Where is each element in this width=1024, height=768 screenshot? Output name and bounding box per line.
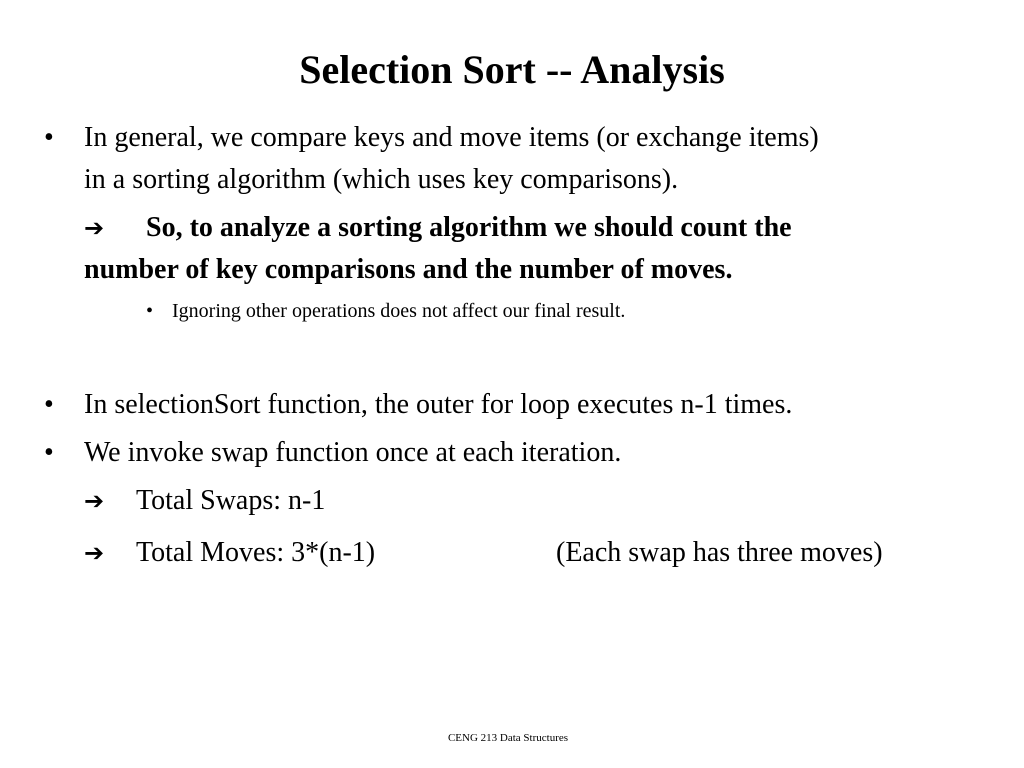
bullet-line: In general, we compare keys and move items (or exchange items) bbox=[84, 122, 819, 153]
sub-bullet-marker: • bbox=[146, 300, 154, 322]
bullet-marker: • bbox=[44, 122, 54, 153]
bullet-general bbox=[44, 117, 994, 201]
result-total-moves bbox=[84, 532, 375, 574]
result-text: Total Swaps: n-1 bbox=[136, 485, 326, 516]
result-text: Total Moves: 3*(n-1) bbox=[136, 537, 376, 568]
bullet-swap bbox=[44, 432, 994, 474]
bullet-text: In selectionSort function, the outer for loop executes n-1 times. bbox=[84, 389, 793, 420]
result-note: (Each swap has three moves) bbox=[556, 537, 883, 568]
bullet-text: We invoke swap function once at each iteration. bbox=[84, 437, 622, 468]
sub-bullet-text: Ignoring other operations does not affect our final result. bbox=[172, 300, 626, 322]
bullet-marker: • bbox=[44, 437, 54, 468]
arrow-right-icon: ➔ bbox=[84, 539, 105, 567]
result-total-swaps bbox=[84, 480, 325, 522]
emphasis-line: number of key comparisons and the number of moves. bbox=[84, 254, 733, 285]
arrow-right-icon: ➔ bbox=[84, 214, 105, 242]
emphasis-text: So, to analyze a sorting algorithm we should count the bbox=[146, 212, 792, 243]
slide-title: Selection Sort -- Analysis bbox=[299, 47, 725, 92]
bullet-outer-loop bbox=[44, 384, 994, 426]
arrow-right-icon: ➔ bbox=[84, 487, 105, 515]
emphasis-line bbox=[84, 207, 984, 249]
emphasis-block bbox=[84, 207, 984, 291]
slide-footer: CENG 213 Data Structures bbox=[447, 732, 569, 744]
bullet-marker: • bbox=[44, 389, 54, 420]
bullet-line: in a sorting algorithm (which uses key comparisons). bbox=[84, 164, 679, 195]
bullet-text bbox=[84, 117, 994, 201]
